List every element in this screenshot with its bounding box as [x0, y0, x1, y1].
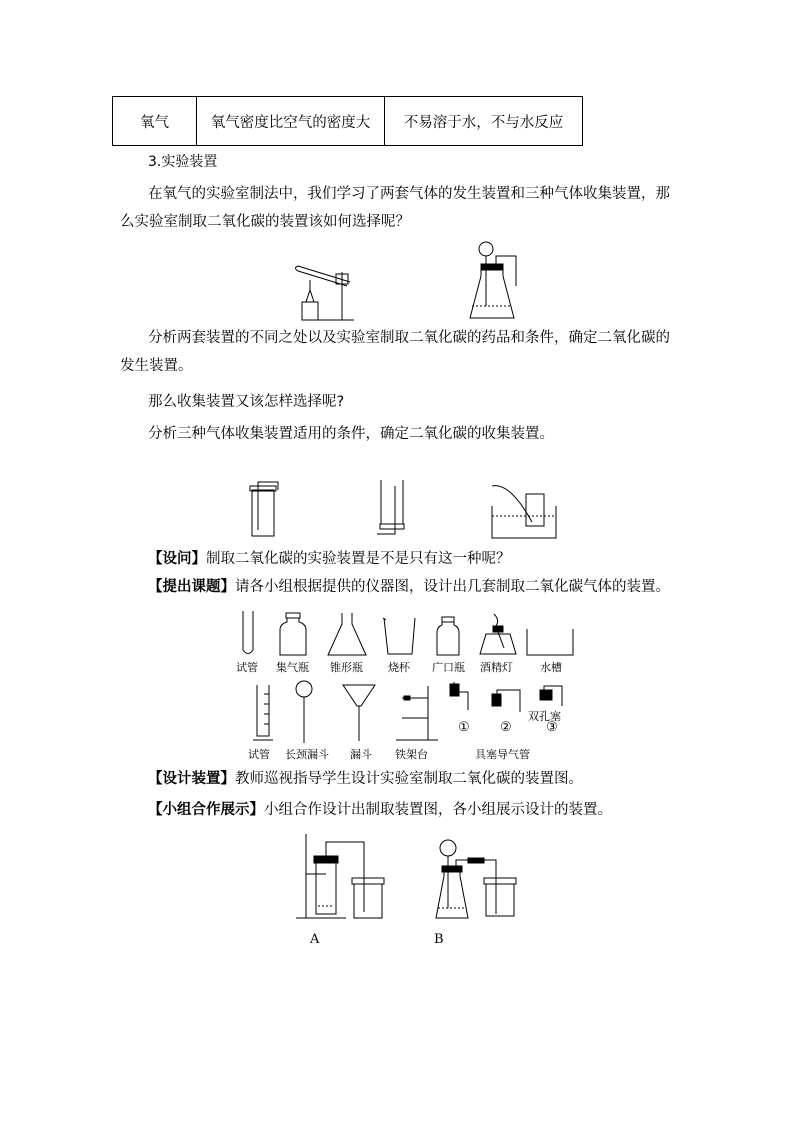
- test-tube-icon: [240, 610, 256, 658]
- wide-mouth-bottle-icon: [436, 616, 460, 656]
- label-wide-mouth-bottle: 广口瓶: [432, 661, 465, 674]
- gas-jar-icon: [278, 612, 308, 656]
- upward-air-collection-figure: [244, 480, 280, 538]
- label-funnel: 漏斗: [350, 748, 372, 761]
- question-ask-text: 制取二氧化碳的实验装置是不是只有这一种呢？: [206, 551, 511, 567]
- stopper-number-2: ②: [500, 720, 512, 735]
- paragraph-intro: 在氧气的实验室制法中，我们学习了两套气体的发生装置和三种气体收集装置，那么实验室制取二氧化碳的装置该如何选择呢？: [120, 186, 670, 230]
- design-device-text: 教师巡视指导学生设计实验室制取二氧化碳的装置图。: [235, 771, 583, 787]
- label-alcohol-lamp: 酒精灯: [480, 661, 513, 674]
- water-displacement-figure: [488, 480, 560, 540]
- tag-design: 【设计装置】: [148, 771, 235, 787]
- downward-air-collection-figure: [373, 478, 409, 540]
- table-cell: 氧气: [113, 97, 197, 146]
- design-device: [148, 765, 708, 793]
- alcohol-lamp-icon: [478, 612, 518, 656]
- group-show-text: 小组合作设计出制取装置图，各小组展示设计的装置。: [264, 802, 612, 818]
- label-test-tube: 试管: [236, 661, 258, 674]
- beaker-icon: [382, 616, 416, 656]
- heating-apparatus-figure: [292, 250, 356, 322]
- question-topic: [148, 573, 708, 601]
- tag-ask: 【设问】: [148, 551, 206, 567]
- stopper-number-3: ③: [546, 720, 558, 735]
- assembly-b-figure: [434, 838, 522, 920]
- label-conical-flask: 锥形瓶: [330, 661, 363, 674]
- assembly-a-figure: [294, 832, 386, 920]
- tag-show: 【小组合作展示】: [148, 802, 264, 818]
- paragraph-generation: 分析两套装置的不同之处以及实验室制取二氧化碳的药品和条件，确定二氧化碳的发生装置。: [120, 330, 670, 374]
- question-topic-text: 请各小组根据提供的仪器图，设计出几套制取二氧化碳气体的装置。: [235, 579, 670, 595]
- water-trough-icon: [526, 628, 574, 656]
- tag-topic: 【提出课题】: [148, 579, 235, 595]
- stopper-tube-1-icon: [448, 682, 472, 712]
- label-test-tube-2: 试管: [248, 748, 270, 761]
- label-long-neck-funnel: 长颈漏斗: [285, 748, 329, 761]
- graduated-cylinder-icon: [252, 684, 274, 742]
- label-gas-jar: 集气瓶: [276, 661, 309, 674]
- table-cell: 不易溶于水，不与水反应: [385, 97, 583, 146]
- paragraph-collection-question: 那么收集装置又该怎样选择呢?: [148, 394, 345, 410]
- paragraph-collection: 分析三种气体收集装置适用的条件，确定二氧化碳的收集装置。: [148, 426, 554, 442]
- label-beaker: 烧杯: [388, 661, 410, 674]
- group-show: [148, 796, 708, 824]
- assembly-label-b: B: [434, 932, 444, 947]
- stopper-tube-2-icon: [490, 686, 526, 714]
- label-stopper-group: 具塞导气管: [475, 748, 530, 761]
- flask-funnel-apparatus-figure: [466, 240, 520, 322]
- assembly-label-a: A: [310, 932, 320, 947]
- question-ask: [148, 545, 708, 573]
- table-cell: 氧气密度比空气的密度大: [197, 97, 385, 146]
- double-hole-stopper-icon: [538, 684, 568, 708]
- long-neck-funnel-icon: [294, 680, 314, 744]
- stopper-number-1: ①: [458, 720, 470, 735]
- section-title: 3.实验装置: [148, 154, 218, 170]
- iron-stand-icon: [394, 684, 440, 742]
- table-row: [113, 97, 583, 146]
- gas-properties-table: [112, 96, 583, 146]
- funnel-icon: [342, 684, 376, 742]
- label-iron-stand: 铁架台: [395, 748, 428, 761]
- label-double-hole-stopper: 双孔塞: [528, 710, 561, 723]
- conical-flask-icon: [326, 612, 368, 656]
- label-water-trough: 水槽: [540, 661, 562, 674]
